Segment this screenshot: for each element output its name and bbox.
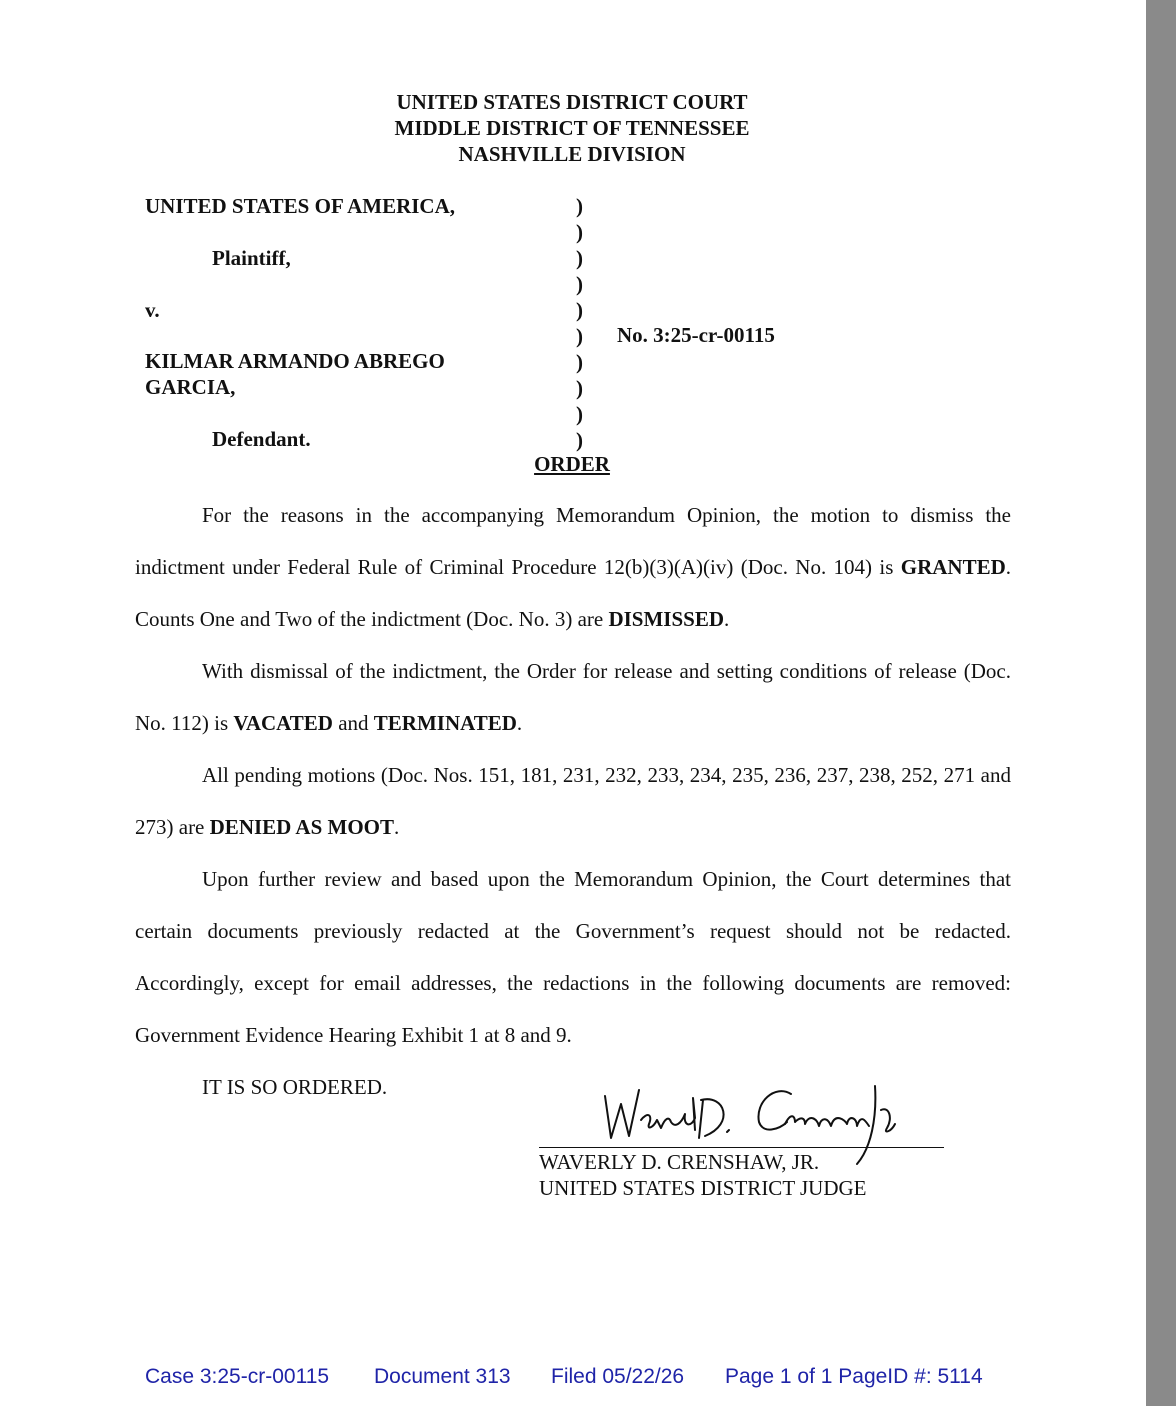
defendant-name-line2: GARCIA,	[145, 375, 236, 399]
judge-title: UNITED STATES DISTRICT JUDGE	[539, 1176, 867, 1200]
versus: v.	[145, 298, 160, 322]
bold-terminated: TERMINATED	[373, 711, 517, 735]
bold-denied-as-moot: DENIED AS MOOT	[209, 815, 395, 839]
court-header	[0, 89, 1144, 167]
bold-granted: GRANTED	[900, 555, 1006, 579]
footer-case: Case 3:25-cr-00115	[145, 1365, 330, 1388]
text: For the reasons in the accompanying Memorandum Opinion, the motion to dismiss the indictment under Federal Rule of Criminal Procedure 12(b)(3)(A)(iv) (Doc. No. 104) is	[135, 503, 1011, 579]
order-body	[135, 489, 1011, 1113]
paren: )	[576, 350, 583, 374]
paragraph-dismissal	[135, 489, 1011, 645]
footer-filed: Filed 05/22/26	[551, 1365, 685, 1388]
court-name: UNITED STATES DISTRICT COURT	[396, 90, 748, 114]
bold-vacated: VACATED	[233, 711, 333, 735]
judge-block	[539, 1149, 867, 1201]
paren: )	[576, 402, 583, 426]
paren: )	[576, 194, 583, 218]
paren: )	[576, 428, 583, 452]
scrollbar[interactable]	[1146, 0, 1176, 1406]
text: All pending motions (Doc. Nos. 151, 181, 231, 232, 233, 234, 235, 236, 237, 238, 252, 271 and 273) are	[135, 763, 1011, 839]
signature-line	[539, 1147, 944, 1148]
paren: )	[576, 272, 583, 296]
text: . Counts One and Two of the indictment (Doc. No. 3) are	[135, 555, 1011, 631]
paragraph-release	[135, 645, 1011, 749]
text: .	[724, 607, 730, 631]
plaintiff-role: Plaintiff,	[212, 246, 291, 270]
court-district: MIDDLE DISTRICT OF TENNESSEE	[394, 116, 750, 140]
signature-text: Waverly D. Crenshaw, Jr	[595, 1055, 755, 1072]
defendant-role: Defendant.	[212, 427, 311, 451]
paragraph-redactions: Upon further review and based upon the Memorandum Opinion, the Court determines that certain documents previously redacted at the Government’s request should not be redacted. Accordingly, except for email addresses, the redactions in the following documents are removed: Government Evidence Hearing Exhibit 1 at 8 and 9.	[135, 867, 1011, 1047]
defendant-name-line1: KILMAR ARMANDO ABREGO	[145, 349, 445, 373]
footer-document: Document 313	[374, 1365, 511, 1388]
paren: )	[576, 246, 583, 270]
judge-name: WAVERLY D. CRENSHAW, JR.	[539, 1150, 820, 1174]
text: .	[516, 711, 523, 735]
paragraph-so-ordered: IT IS SO ORDERED.	[202, 1075, 388, 1099]
paragraph-motions	[135, 749, 1011, 853]
text: and	[332, 711, 374, 735]
order-title: ORDER	[534, 452, 610, 476]
text: With dismissal of the indictment, the Order for release and setting conditions of release (Doc. No. 112) is	[135, 659, 1011, 735]
plaintiff-name: UNITED STATES OF AMERICA,	[145, 194, 455, 218]
text: .	[394, 815, 400, 839]
paren: )	[576, 220, 583, 244]
case-number: No. 3:25-cr-00115	[617, 323, 775, 347]
paren: )	[576, 376, 583, 400]
caption-parentheses	[576, 193, 583, 453]
paren: )	[576, 324, 583, 348]
bold-dismissed: DISMISSED	[608, 607, 725, 631]
court-division: NASHVILLE DIVISION	[458, 142, 686, 166]
footer-page: Page 1 of 1 PageID #: 5114	[725, 1365, 983, 1388]
paren: )	[576, 298, 583, 322]
